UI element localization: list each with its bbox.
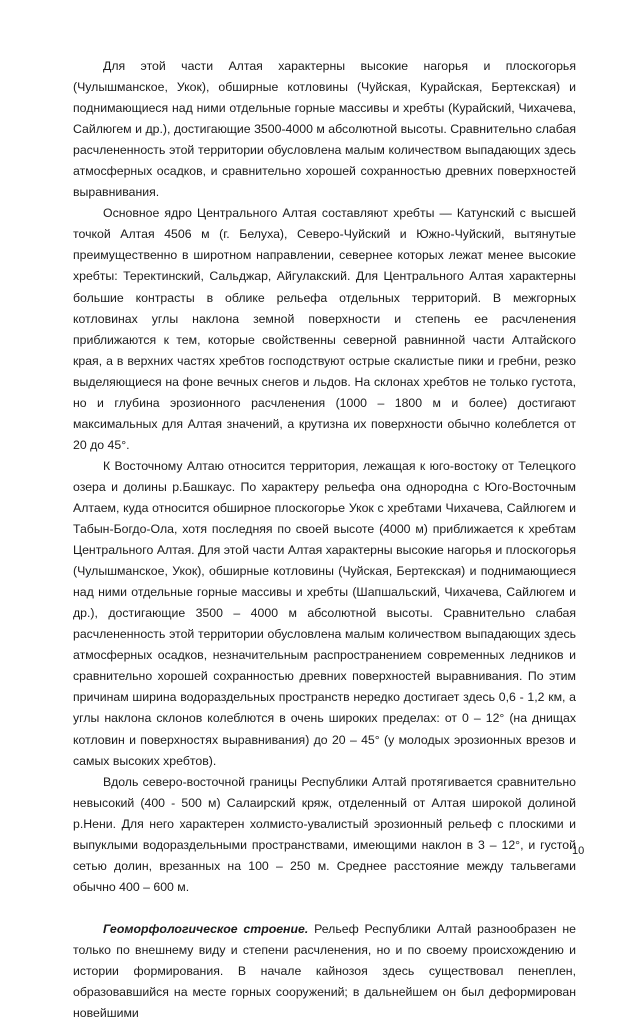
paragraph-spacer	[73, 898, 576, 919]
section-text: Рельеф Республики Алтай разнообразен не только по внешнему виду и степени расчленения, но и по своему происхождению и истории формирования. В начале кайнозоя здесь существовал пенеплен, образовавшийся на месте горных сооружений; в дальнейшем он был деформирован новейшими	[73, 921, 576, 1021]
section-heading: Геоморфологическое строение.	[103, 921, 309, 936]
page-number: 10	[572, 845, 585, 857]
paragraph-3: К Восточному Алтаю относится территория, лежащая к юго-востоку от Телецкого озера и долины р.Башкаус. По характеру рельефа она однородна с Юго-Восточным Алтаем, куда относится обширное плоскогорье Укок с хребтами Чихачева, Сайлюгем и Табын-Богдо-Ола, хотя последняя по своей высоте (4000 м) приближается к хребтам Центрального Алтая. Для этой части Алтая характерны высокие нагорья и плоскогорья (Чулышманское, Укок), обширные котловины (Чуйская, Бертекская) и поднимающиеся над ними отдельные горные массивы и хребты (Шапшальский, Чихачева, Сайлюгем и др.), достигающие 3500 – 4000 м абсолютной высоты. Сравнительно слабая расчлененность этой территории обусловлена малым количеством выпадающих здесь атмосферных осадков, незначительным распространением современных ледников и сравнительно хорошей сохранностью древних поверхностей выравнивания. По этим причинам ширина водораздельных пространств нередко достигает здесь 0,6 - 1,2 км, а углы наклона склонов колеблются в очень широких пределах: от 0 – 12° (на днищах котловин и поверхностях выравнивания) до 20 – 45° (у молодых эрозионных врезов и самых высоких хребтов).	[73, 458, 576, 768]
section-paragraph	[73, 919, 576, 1024]
paragraph-4: Вдоль северо-восточной границы Республики Алтай протягивается сравнительно невысокий (400 - 500 м) Салаирский кряж, отделенный от Алтая широкой долиной р.Нени. Для него характерен холмисто-увалистый эрозионный рельеф с плоскими и выпуклыми водораздельными пространствами, имеющими наклон в 3 – 12°, и густой сетью долин, врезанных на 100 – 250 м. Среднее расстояние между тальвегами обычно 400 – 600 м.	[73, 774, 576, 894]
body-text	[73, 56, 576, 1024]
paragraph-2: Основное ядро Центрального Алтая составляют хребты — Катунский с высшей точкой Алтая 4506 м (г. Белуха), Северо-Чуйский и Южно-Чуйский, вытянутые преимущественно в широтном направлении, севернее которых лежат менее высокие хребты: Теректинский, Сальджар, Айгулакский. Для Центрального Алтая характерны большие контрасты в облике рельефа отдельных территорий. В межгорных котловинах углы наклона земной поверхности и степень ее расчленения приближаются к тем, которые свойственны северной равнинной части Алтайского края, а в верхних частях хребтов господствуют острые скалистые пики и гребни, резко выделяющиеся на фоне вечных снегов и льдов. На склонах хребтов не только густота, но и глубина эрозионного расчленения (1000 – 1800 м и более) достигают максимальных для Алтая значений, а крутизна их поверхности обычно колеблется от 20 до 45°.	[73, 206, 576, 452]
paragraph-1: Для этой части Алтая характерны высокие нагорья и плоскогорья (Чулышманское, Укок), обширные котловины (Чуйская, Курайская, Бертекская) и поднимающиеся над ними отдельные горные массивы и хребты (Курайский, Чихачева, Сайлюгем и др.), достигающие 3500-4000 м абсолютной высоты. Сравнительно слабая расчлененность этой территории обусловлена малым количеством выпадающих здесь атмосферных осадков, и сравнительно хорошей сохранностью древних поверхностей выравнивания.	[73, 59, 576, 200]
